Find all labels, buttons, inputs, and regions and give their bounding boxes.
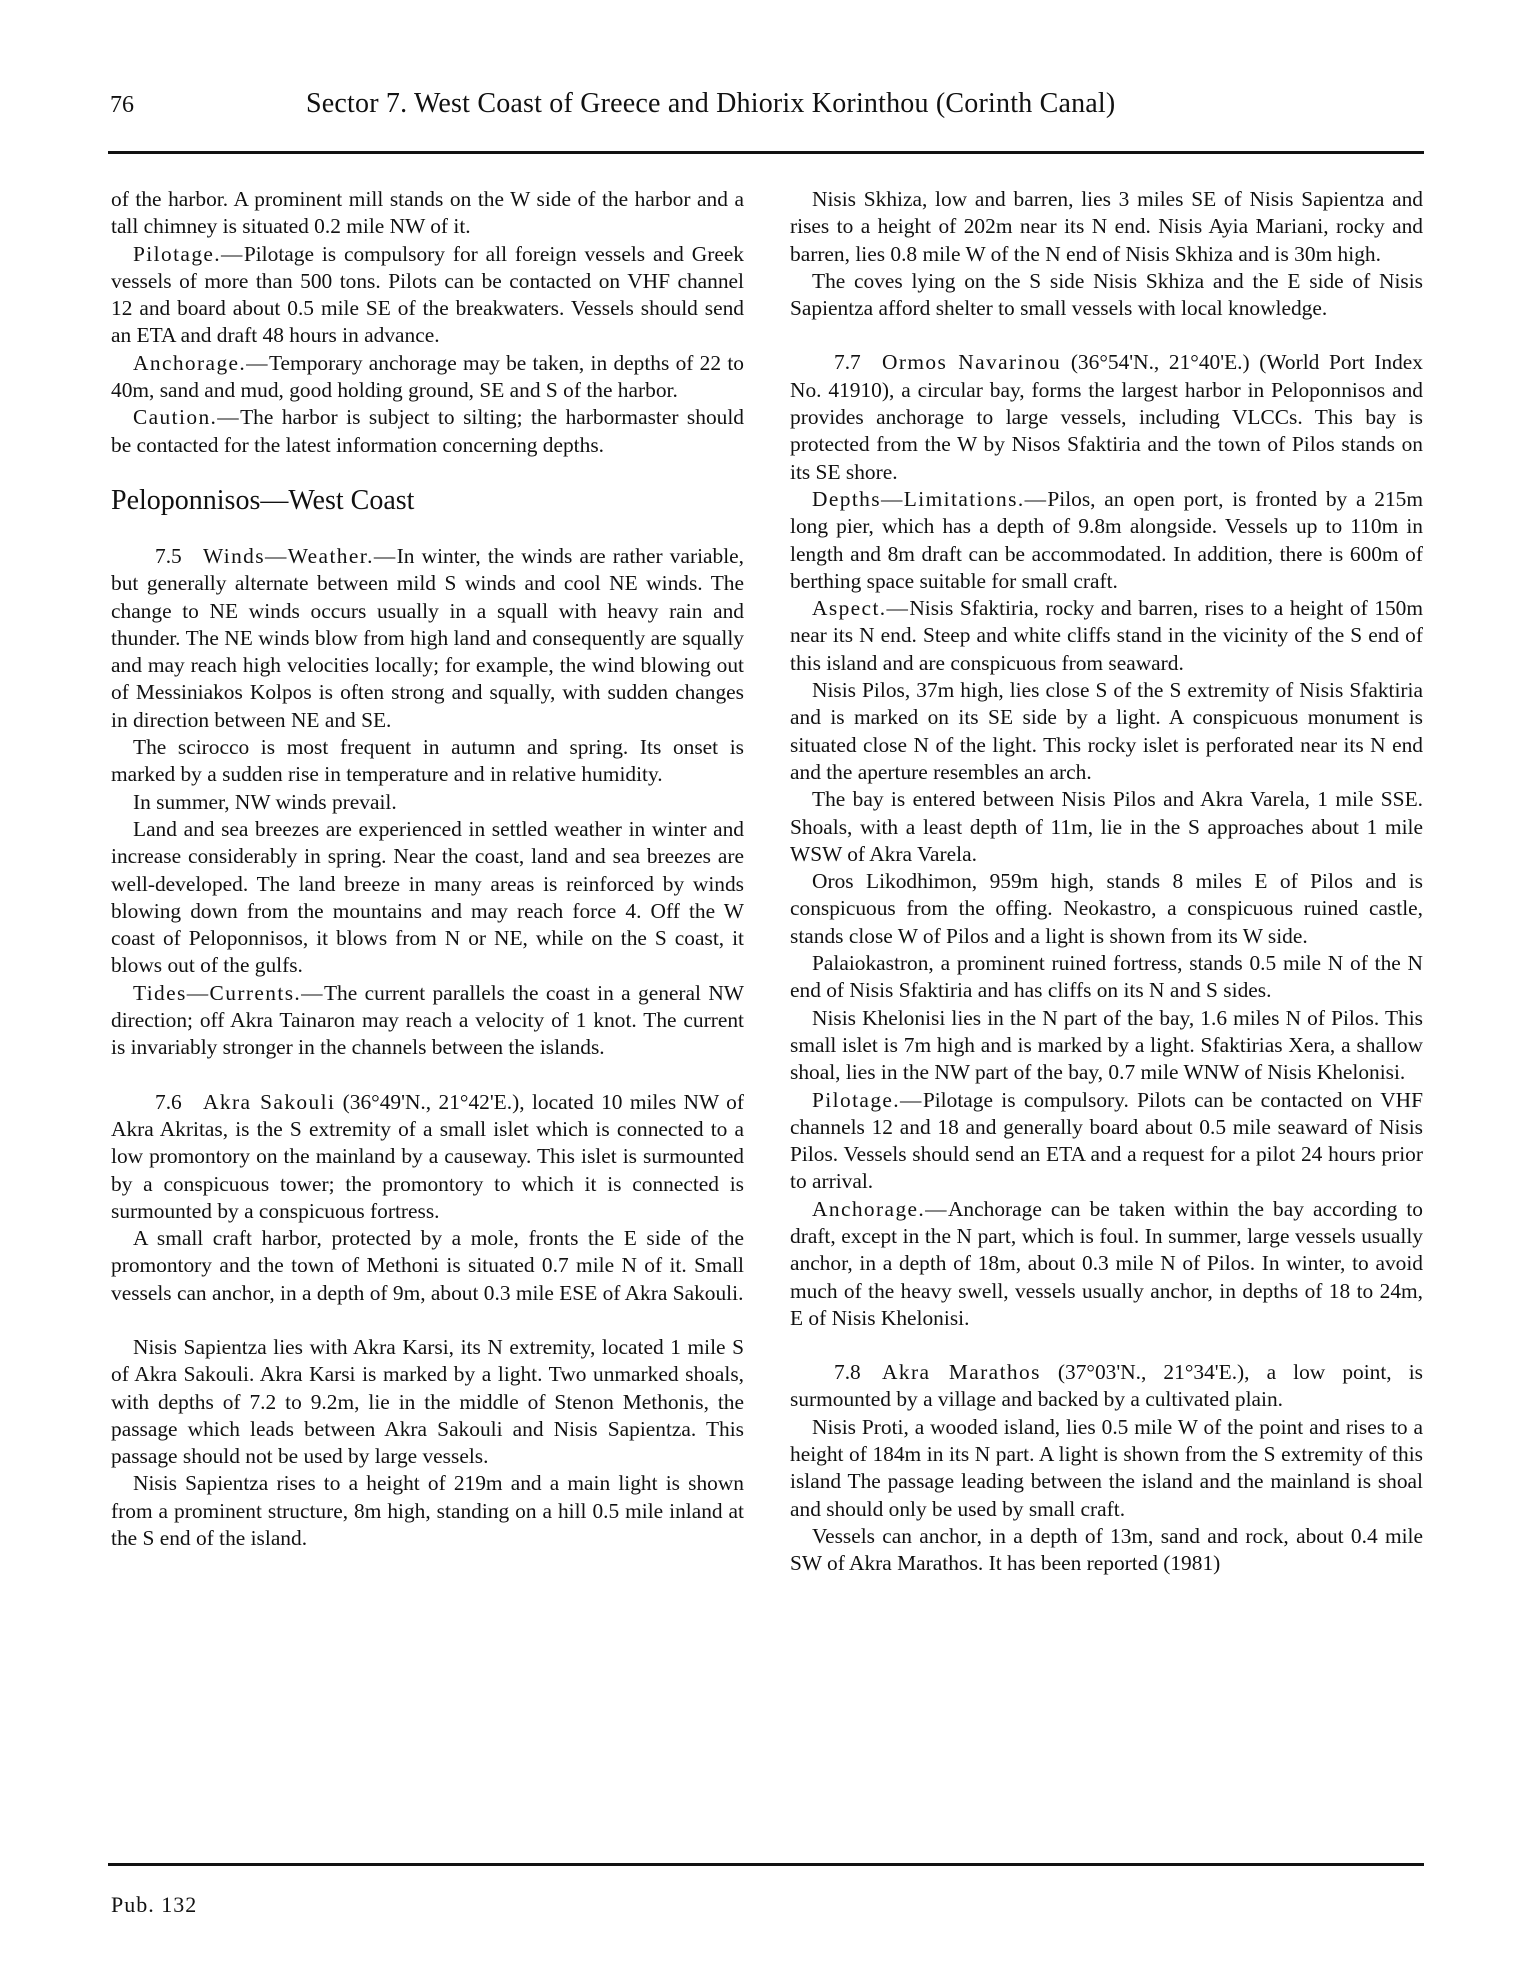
header-rule <box>108 151 1424 154</box>
paragraph: The bay is entered between Nisis Pilos and Akra Varela, 1 mile SSE. Shoals, with a least depth of 11m, lie in the S approaches about 1 mile WSW of Akra Varela. <box>790 787 1423 866</box>
paragraph-heading: Ormos Navarinou <box>882 350 1062 375</box>
running-title: Sector 7. West Coast of Greece and Dhiorix Korinthou (Corinth Canal) <box>306 88 1116 119</box>
section-number: 7.5 <box>155 543 182 568</box>
paragraph-anchorage: Anchorage.—Temporary anchorage may be taken, in depths of 22 to 40m, sand and mud, good holding ground, SE and S of the harbor. <box>111 350 744 403</box>
section-number: 7.6 <box>155 1089 182 1114</box>
section-number: 7.7 <box>834 350 861 375</box>
paragraph: Vessels can anchor, in a depth of 13m, sand and rock, about 0.4 mile SW of Akra Marathos. It has been reported (1981) <box>790 1523 1423 1576</box>
paragraph-heading: Anchorage.— <box>812 1196 948 1221</box>
paragraph: Oros Likodhimon, 959m high, stands 8 miles E of Pilos and is conspicuous from the offing. Neokastro, a conspicuous ruined castle, stands close W of Pilos and a light is shown from its W side. <box>790 869 1423 948</box>
page-number: 76 <box>110 92 134 118</box>
footer-rule <box>108 1863 1424 1866</box>
paragraph: The coves lying on the S side Nisis Skhiza and the E side of Nisis Sapientza afford shelter to small vessels with local knowledge. <box>790 268 1423 321</box>
paragraph: The scirocco is most frequent in autumn and spring. Its onset is marked by a sudden rise in temperature and in relative humidity. <box>111 735 744 787</box>
paragraph-anchorage: Anchorage.—Anchorage can be taken within the bay according to draft, except in the N part, which is foul. In summer, large vessels usually anchor, in a depth of 18m, about 0.3 mile N of Pilos. In winter, to avoid much of the heavy swell, vessels usually anchor, in depths of 18 to 24m, E of Nisis Khelonisi. <box>790 1196 1423 1330</box>
paragraph-heading: Pilotage.— <box>812 1087 923 1112</box>
paragraph-tides: Tides—Currents.—The current parallels the coast in a general NW direction; off Akra Tainaron may reach a velocity of 1 knot. The current is invariably stronger in the channels between the islands. <box>111 980 744 1060</box>
section-number: 7.8 <box>834 1360 861 1385</box>
paragraph: Nisis Khelonisi lies in the N part of the bay, 1.6 miles N of Pilos. This small islet is 7m high and is marked by a light. Sfaktirias Xera, a shallow shoal, lies in the NW part of the bay, 0.7 mile WNW of Nisis Khelonisi. <box>790 1005 1423 1085</box>
paragraph-heading: Aspect.— <box>812 596 910 621</box>
paragraph-heading: Akra Marathos <box>882 1360 1041 1385</box>
left-column <box>111 186 744 1552</box>
paragraph: Nisis Pilos, 37m high, lies close S of the S extremity of Nisis Sfaktiria and is marked on its SE side by a light. A conspicuous monument is situated close N of the light. This rocky islet is perforated near its N end and the aperture resembles an arch. <box>790 678 1423 784</box>
publication-footer: Pub. 132 <box>111 1892 198 1917</box>
section-7-7: 7.7 Ormos Navarinou (36°54'N., 21°40'E.) (World Port Index No. 41910), a circular bay, forms the largest harbor in Peloponnisos and provides anchorage to large vessels, including VLCCs. This bay is protected from the W by Nisos Sfaktiria and the town of Pilos stands on its SE shore. <box>790 350 1423 484</box>
paragraph-heading: Winds—Weather.— <box>203 543 397 568</box>
paragraph: Nisis Sapientza rises to a height of 219m and a main light is shown from a prominent structure, 8m high, standing on a hill 0.5 mile inland at the S end of the island. <box>111 1471 744 1551</box>
section-heading: Peloponnisos—West Coast <box>111 484 415 516</box>
paragraph-heading: Caution.— <box>133 405 241 430</box>
paragraph-depths: Depths—Limitations.—Pilos, an open port, is fronted by a 215m long pier, which has a depth of 9.8m alongside. Vessels up to 110m in length and 8m draft can be accommodated. In addition, there is 600m of berthing space suitable for small craft. <box>790 486 1423 593</box>
paragraph: Nisis Skhiza, low and barren, lies 3 miles SE of Nisis Sapientza and rises to a height of 202m near its N end. Nisis Ayia Mariani, rocky and barren, lies 0.8 mile W of the N end of Nisis Skhiza and is 30m high. <box>790 187 1423 266</box>
paragraph-heading: Anchorage.— <box>133 350 269 375</box>
paragraph-heading: Pilotage.— <box>133 241 244 266</box>
section-7-6: 7.6 Akra Sakouli (36°49'N., 21°42'E.), located 10 miles NW of Akra Akritas, is the S extremity of a small islet which is connected to a low promontory on the mainland by a causeway. This islet is surmounted by a conspicuous tower; the promontory to which it is connected is surmounted by a conspicuous fortress. <box>111 1089 744 1223</box>
paragraph: of the harbor. A prominent mill stands on the W side of the harbor and a tall chimney is situated 0.2 mile NW of it. <box>111 187 744 239</box>
paragraph: A small craft harbor, protected by a mole, fronts the E side of the promontory and the town of Methoni is situated 0.7 mile N of it. Small vessels can anchor, in a depth of 9m, about 0.3 mile ESE of Akra Sakouli. <box>111 1226 744 1305</box>
paragraph-pilotage: Pilotage.—Pilotage is compulsory. Pilots can be contacted on VHF channels 12 and 18 and generally board about 0.5 mile seaward of Nisis Pilos. Vessels should send an ETA and a request for a pilot 24 hours prior to arrival. <box>790 1087 1423 1194</box>
paragraph: Nisis Proti, a wooded island, lies 0.5 mile W of the point and rises to a height of 184m in its N part. A light is shown from the S extremity of this island The passage leading between the island and the mainland is shoal and should only be used by small craft. <box>790 1414 1423 1521</box>
paragraph-heading: Tides—Currents.— <box>133 980 324 1005</box>
section-7-5: 7.5 Winds—Weather.—In winter, the winds are rather variable, but generally alternate between mild S winds and cool NE winds. The change to NE winds occurs usually in a squall with heavy rain and thunder. The NE winds blow from high land and consequently are squally and may reach high velocities locally; for example, the wind blowing out of Messiniakos Kolpos is often strong and squally, with sudden changes in direction between NE and SE. <box>111 543 744 732</box>
paragraph: In summer, NW winds prevail. <box>133 789 397 814</box>
right-column <box>790 186 1423 1578</box>
section-7-8: 7.8 Akra Marathos (37°03'N., 21°34'E.), a low point, is surmounted by a village and backed by a cultivated plain. <box>790 1360 1423 1412</box>
paragraph-aspect: Aspect.—Nisis Sfaktiria, rocky and barren, rises to a height of 150m near its N end. Steep and white cliffs stand in the vicinity of the S end of this island and are conspicuous from seaward. <box>790 596 1423 675</box>
paragraph: Land and sea breezes are experienced in settled weather in winter and increase considerably in spring. Near the coast, land and sea breezes are well-developed. The land breeze in many areas is reinforced by winds blowing down from the mountains and may reach force 4. Off the W coast of Peloponnisos, it blows from N or NE, while on the S coast, it blows out of the gulfs. <box>111 816 744 978</box>
paragraph: Nisis Sapientza lies with Akra Karsi, its N extremity, located 1 mile S of Akra Sakouli. Akra Karsi is marked by a light. Two unmarked shoals, with depths of 7.2 to 9.2m, lie in the middle of Stenon Methonis, the passage which leads between Akra Sakouli and Nisis Sapientza. This passage should not be used by large vessels. <box>111 1334 744 1469</box>
paragraph-heading: Akra Sakouli <box>203 1089 336 1114</box>
paragraph-pilotage: Pilotage.—Pilotage is compulsory for all foreign vessels and Greek vessels of more than 500 tons. Pilots can be contacted on VHF channel 12 and board about 0.5 mile SE of the breakwaters. Vessels should send an ETA and draft 48 hours in advance. <box>111 241 744 348</box>
paragraph: Palaiokastron, a prominent ruined fortress, stands 0.5 mile N of the N end of Nisis Sfaktiria and has cliffs on its N and S sides. <box>790 951 1423 1003</box>
paragraph-heading: Depths—Limitations.— <box>812 486 1048 511</box>
paragraph-caution: Caution.—The harbor is subject to silting; the harbormaster should be contacted for the latest information concerning depths. <box>111 405 744 457</box>
